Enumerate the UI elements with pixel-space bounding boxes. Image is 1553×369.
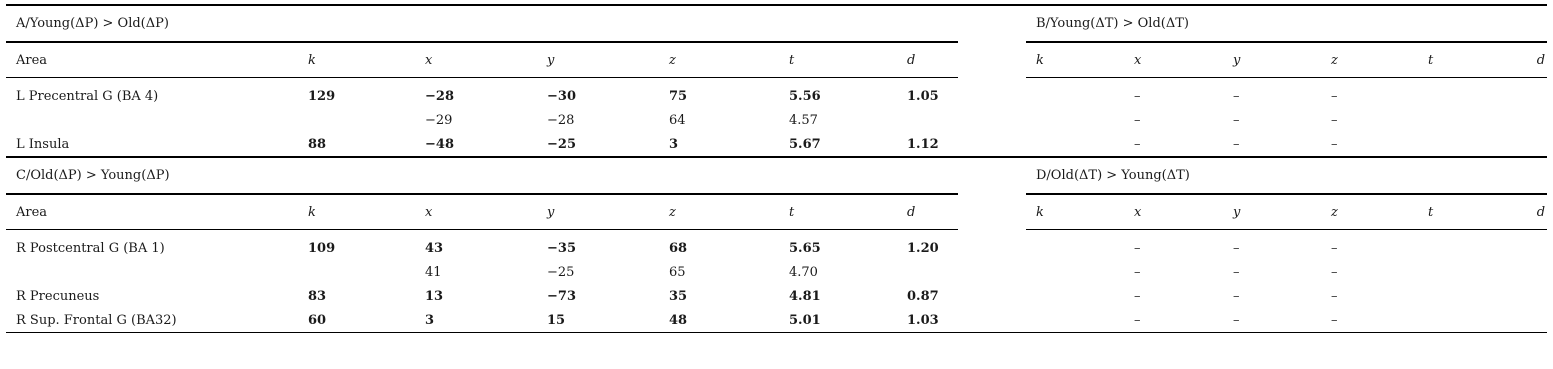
value-cell-t: 4.81 xyxy=(789,288,821,304)
area-cell: R Precuneus xyxy=(16,288,100,304)
column-header: z xyxy=(1321,42,1418,78)
value-cell-d: 0.87 xyxy=(907,288,939,304)
value-cell-z: 65 xyxy=(669,264,686,280)
right-value-cell-k xyxy=(1026,308,1124,333)
area-cell: L Insula xyxy=(16,136,70,152)
right-value-cell-x: – xyxy=(1134,288,1141,304)
value-cell-z: 35 xyxy=(669,288,688,304)
right-value-cell-k xyxy=(1026,230,1124,261)
right-value-cell-t xyxy=(1418,308,1514,333)
column-header: d xyxy=(1514,42,1547,78)
value-cell-d: 1.05 xyxy=(907,88,939,104)
row-gap xyxy=(958,230,1026,261)
column-header: z xyxy=(1321,194,1418,230)
table-body xyxy=(6,5,1547,333)
row-gap xyxy=(958,78,1026,109)
column-header-row xyxy=(6,42,1547,78)
value-cell-k: 109 xyxy=(308,240,336,256)
column-header: t xyxy=(779,194,897,230)
column-header: x xyxy=(1124,194,1223,230)
right-value-cell-x: – xyxy=(1134,264,1141,280)
right-value-cell-d xyxy=(1514,78,1547,109)
right-value-cell-z: – xyxy=(1331,240,1338,256)
value-cell-y: −73 xyxy=(547,288,576,304)
area-cell xyxy=(6,108,298,132)
column-header: x xyxy=(1124,42,1223,78)
table-row xyxy=(6,284,1547,308)
right-value-cell-z: – xyxy=(1331,264,1338,280)
value-cell-k: 60 xyxy=(298,308,415,333)
right-value-cell-t xyxy=(1418,78,1514,109)
column-header: t xyxy=(1418,194,1514,230)
table-row xyxy=(6,108,1547,132)
right-value-cell-d xyxy=(1514,230,1547,261)
right-value-cell-y: – xyxy=(1233,288,1240,304)
column-header: t xyxy=(779,42,897,78)
column-header: k xyxy=(298,194,415,230)
column-header: t xyxy=(1418,42,1514,78)
value-cell-y: −25 xyxy=(547,136,576,152)
right-value-cell-y: – xyxy=(1233,264,1240,280)
right-value-cell-d xyxy=(1514,284,1547,308)
right-value-cell-d xyxy=(1514,108,1547,132)
header-gap xyxy=(958,42,1026,78)
right-value-cell-t xyxy=(1418,260,1514,284)
value-cell-k: 88 xyxy=(308,136,327,152)
area-cell: R Postcentral G (BA 1) xyxy=(16,240,165,256)
value-cell-z: 68 xyxy=(669,240,688,256)
value-cell-z: 48 xyxy=(659,308,779,333)
right-value-cell-y: – xyxy=(1233,112,1240,128)
value-cell-x: 41 xyxy=(425,264,442,280)
right-value-cell-x: – xyxy=(1124,308,1223,333)
value-cell-x: −28 xyxy=(425,88,454,104)
value-cell-t: 5.65 xyxy=(789,240,821,256)
value-cell-z: 75 xyxy=(669,88,688,104)
column-header: y xyxy=(1223,194,1321,230)
right-value-cell-z: – xyxy=(1331,88,1338,104)
table-row xyxy=(6,78,1547,109)
value-cell-z: 64 xyxy=(669,112,686,128)
column-header: k xyxy=(1026,42,1124,78)
value-cell-x: 13 xyxy=(425,288,444,304)
value-cell-x: 3 xyxy=(415,308,537,333)
value-cell-y: −30 xyxy=(547,88,576,104)
column-header: z xyxy=(659,42,779,78)
value-cell-t: 5.01 xyxy=(779,308,897,333)
value-cell-d: 1.12 xyxy=(907,136,939,152)
row-gap xyxy=(958,308,1026,333)
section-title: A/Young(ΔP) > Old(ΔP) xyxy=(6,5,958,42)
section-title: B/Young(ΔT) > Old(ΔT) xyxy=(1026,5,1547,42)
right-value-cell-z: – xyxy=(1331,288,1338,304)
table-row xyxy=(6,308,1547,333)
value-cell-k: 129 xyxy=(308,88,336,104)
section-title: C/Old(ΔP) > Young(ΔP) xyxy=(6,157,958,194)
value-cell-t: 5.67 xyxy=(789,136,821,152)
right-value-cell-t xyxy=(1418,230,1514,261)
value-cell-y: −35 xyxy=(547,240,576,256)
row-gap xyxy=(958,132,1026,157)
column-header: z xyxy=(659,194,779,230)
right-value-cell-y: – xyxy=(1233,136,1240,152)
column-header-row xyxy=(6,194,1547,230)
right-value-cell-z: – xyxy=(1331,136,1338,152)
right-value-cell-z: – xyxy=(1331,112,1338,128)
right-value-cell-x: – xyxy=(1134,112,1141,128)
right-value-cell-t xyxy=(1418,108,1514,132)
right-value-cell-x: – xyxy=(1134,88,1141,104)
value-cell-k xyxy=(298,260,415,284)
right-value-cell-x: – xyxy=(1134,240,1141,256)
value-cell-x: 43 xyxy=(425,240,444,256)
column-header: y xyxy=(537,42,659,78)
area-cell: R Sup. Frontal G (BA32) xyxy=(6,308,298,333)
column-header: y xyxy=(1223,42,1321,78)
right-value-cell-k xyxy=(1026,132,1124,157)
column-header: x xyxy=(415,42,537,78)
value-cell-k xyxy=(298,108,415,132)
column-header: Area xyxy=(6,42,298,78)
column-header: y xyxy=(537,194,659,230)
right-value-cell-k xyxy=(1026,78,1124,109)
value-cell-d xyxy=(897,108,958,132)
section-gap xyxy=(958,5,1026,42)
section-gap xyxy=(958,157,1026,194)
right-value-cell-y: – xyxy=(1233,240,1240,256)
results-table xyxy=(6,4,1547,333)
column-header: Area xyxy=(6,194,298,230)
value-cell-x: −29 xyxy=(425,112,453,128)
row-gap xyxy=(958,260,1026,284)
value-cell-k: 83 xyxy=(308,288,327,304)
value-cell-y: 15 xyxy=(537,308,659,333)
value-cell-t: 5.56 xyxy=(789,88,821,104)
right-value-cell-d xyxy=(1514,260,1547,284)
right-value-cell-d xyxy=(1514,308,1547,333)
value-cell-d xyxy=(897,260,958,284)
right-value-cell-t xyxy=(1418,132,1514,157)
right-value-cell-y: – xyxy=(1223,308,1321,333)
right-value-cell-y: – xyxy=(1233,88,1240,104)
right-value-cell-t xyxy=(1418,284,1514,308)
table-row xyxy=(6,132,1547,157)
row-gap xyxy=(958,284,1026,308)
table-row xyxy=(6,260,1547,284)
value-cell-t: 4.70 xyxy=(789,264,818,280)
value-cell-x: −48 xyxy=(425,136,454,152)
area-cell: L Precentral G (BA 4) xyxy=(16,88,159,104)
right-value-cell-k xyxy=(1026,108,1124,132)
right-value-cell-k xyxy=(1026,284,1124,308)
row-gap xyxy=(958,108,1026,132)
section-title-row xyxy=(6,157,1547,194)
value-cell-y: −25 xyxy=(547,264,575,280)
table-row xyxy=(6,230,1547,261)
value-cell-y: −28 xyxy=(547,112,575,128)
header-gap xyxy=(958,194,1026,230)
column-header: d xyxy=(1514,194,1547,230)
column-header: k xyxy=(298,42,415,78)
column-header: d xyxy=(897,194,958,230)
right-value-cell-d xyxy=(1514,132,1547,157)
section-title: D/Old(ΔT) > Young(ΔT) xyxy=(1026,157,1547,194)
column-header: x xyxy=(415,194,537,230)
right-value-cell-z: – xyxy=(1321,308,1418,333)
value-cell-d: 1.03 xyxy=(897,308,958,333)
column-header: d xyxy=(897,42,958,78)
value-cell-z: 3 xyxy=(669,136,679,152)
column-header: k xyxy=(1026,194,1124,230)
value-cell-t: 4.57 xyxy=(789,112,818,128)
right-value-cell-k xyxy=(1026,260,1124,284)
right-value-cell-x: – xyxy=(1134,136,1141,152)
section-title-row xyxy=(6,5,1547,42)
value-cell-d: 1.20 xyxy=(907,240,939,256)
area-cell xyxy=(6,260,298,284)
